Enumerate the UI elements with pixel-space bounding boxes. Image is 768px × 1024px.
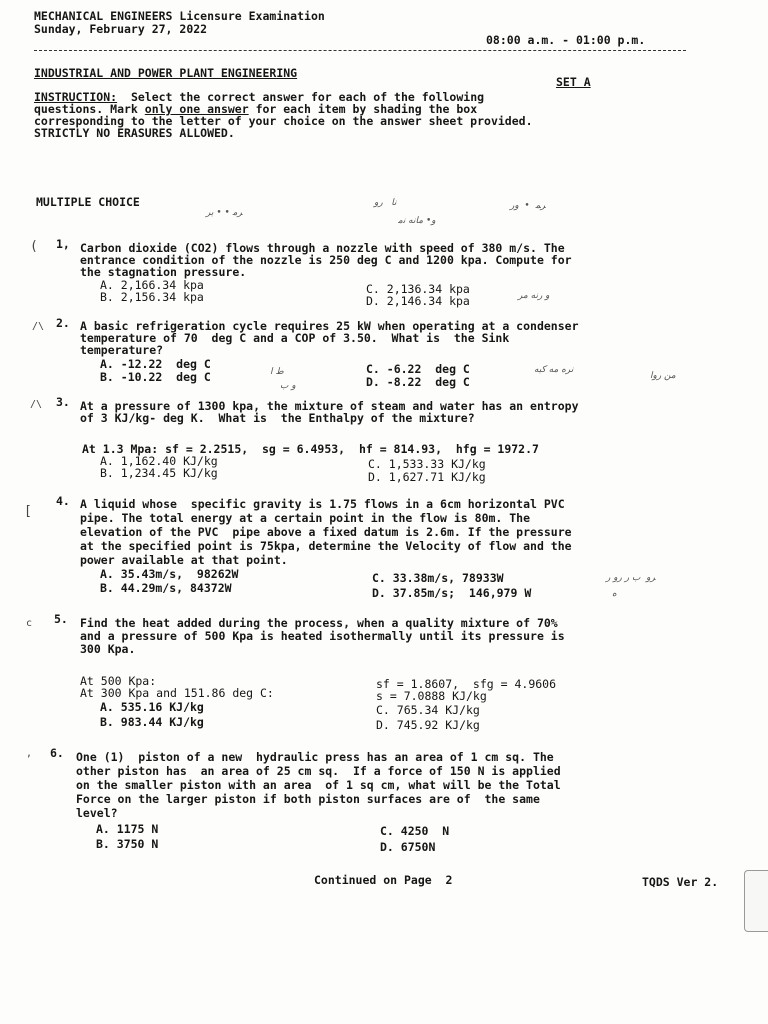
instruction-text-2a: questions. Mark	[34, 102, 145, 116]
version-label: TQDS Ver 2.	[642, 875, 719, 889]
given-data-value: sf = 1.8607, sfg = 4.9606	[376, 677, 557, 691]
question-number: 1,	[56, 237, 70, 251]
subject-title: INDUSTRIAL AND POWER PLANT ENGINEERING	[34, 66, 298, 80]
margin-mark: c	[26, 618, 33, 629]
answer-option-b: B. 2,156.34 kpa	[100, 290, 204, 304]
answer-option-c: C. 765.34 KJ/kg	[376, 703, 480, 717]
handwritten-scribble: ﻭ• ﻣﺎﻧﻪ ﻧﻣ	[398, 216, 436, 226]
exam-date: Sunday, February 27, 2022	[34, 22, 208, 36]
question-text-line: Carbon dioxide (CO2) flows through a nozzle with speed of 380 m/s. The	[80, 241, 565, 255]
question-text-line: elevation of the PVC pipe above a fixed datum is 2.6m. If the pressure	[80, 525, 572, 539]
section-title: MULTIPLE CHOICE	[36, 195, 140, 209]
margin-mark: ,	[26, 748, 33, 759]
answer-option-b: B. 3750 N	[96, 837, 159, 851]
answer-option-a: A. 35.43m/s, 98262W	[100, 567, 239, 581]
question-text-line: at the specified point is 75kpa, determine the Velocity of flow and the	[80, 539, 572, 553]
answer-option-b: B. 983.44 KJ/kg	[100, 715, 204, 729]
question-text-line: power available at that point.	[80, 553, 288, 567]
answer-option-c: C. -6.22 deg C	[366, 362, 470, 376]
exam-title: MECHANICAL ENGINEERS Licensure Examination	[34, 9, 325, 23]
instruction-label: INSTRUCTION:	[34, 90, 118, 104]
answer-option-d: D. 2,146.34 kpa	[366, 294, 470, 308]
answer-option-a: A. -12.22 deg C	[100, 357, 211, 371]
instruction-text-1: Select the correct answer for each of the following	[117, 90, 485, 104]
handwritten-scribble: ﻭ ﺭﻧﻪ ﻣﺮ	[518, 291, 550, 301]
question-text-line: on the smaller piston with an area of 1 sq cm, what will be the Total	[76, 778, 561, 792]
answer-option-b: B. -10.22 deg C	[100, 370, 211, 384]
handwritten-scribble: ﻭ ﺏ	[280, 381, 296, 391]
handwritten-scribble: ﻩ	[612, 589, 617, 599]
margin-mark: (	[30, 239, 38, 254]
answer-option-b: B. 1,234.45 KJ/kg	[100, 466, 218, 480]
question-text-line: pipe. The total energy at a certain point in the flow is 80m. The	[80, 511, 531, 525]
handwritten-scribble: ﻣﻦ ﺭﻭﺍ	[650, 371, 676, 381]
answer-option-c: C. 2,136.34 kpa	[366, 282, 470, 296]
answer-option-d: D. 6750N	[380, 840, 436, 854]
question-text-line: entrance condition of the nozzle is 250 deg C and 1200 kpa. Compute for	[80, 253, 572, 267]
margin-mark: /\	[30, 399, 43, 410]
set-label: SET A	[556, 75, 591, 89]
handwritten-scribble: ﺮﻣ • • ﺑﺮ	[206, 208, 243, 218]
answer-option-d: D. 745.92 KJ/kg	[376, 718, 480, 732]
question-text-line: the stagnation pressure.	[80, 265, 247, 279]
question-number: 4.	[56, 494, 70, 508]
answer-option-a: A. 1,162.40 KJ/kg	[100, 454, 218, 468]
question-text-line: temperature?	[80, 343, 164, 357]
question-text-line: of 3 KJ/kg- deg K. What is the Enthalpy of the mixture?	[80, 411, 475, 425]
question-text-line: Find the heat added during the process, when a quality mixture of 70%	[80, 616, 558, 630]
answer-option-d: D. 1,627.71 KJ/kg	[368, 470, 486, 484]
answer-option-c: C. 33.38m/s, 78933W	[372, 571, 504, 585]
header-divider	[34, 50, 686, 51]
handwritten-scribble: ﺮﻤ • ﻭﺭ	[510, 201, 546, 211]
question-text-line: A basic refrigeration cycle requires 25 kW when operating at a condenser	[80, 319, 579, 333]
answer-option-a: A. 535.16 KJ/kg	[100, 700, 204, 714]
instruction-line-4: STRICTLY NO ERASURES ALLOWED.	[34, 126, 235, 140]
answer-option-a: A. 2,166.34 kpa	[100, 278, 204, 292]
question-text-line: and a pressure of 500 Kpa is heated isothermally until its pressure is	[80, 629, 565, 643]
question-number: 2.	[56, 316, 70, 330]
question-number: 3.	[56, 395, 70, 409]
handwritten-scribble: ﻧﺎ ﺭﻭ	[374, 198, 397, 208]
continued-note: Continued on Page 2	[314, 873, 453, 887]
question-text-line: Force on the larger piston if both piston surfaces are of the same	[76, 792, 540, 806]
margin-mark: /\	[32, 321, 45, 332]
handwritten-scribble: ﻁ ﺍ	[270, 367, 284, 377]
given-data-line: At 1.3 Mpa: sf = 2.2515, sg = 6.4953, hf = 814.93, hfg = 1972.7	[82, 442, 539, 456]
handwritten-scribble: ﻧﺮﻩ ﻣﻪ ﻛﺒﻪ	[534, 365, 574, 375]
question-number: 5.	[54, 612, 68, 626]
answer-option-a: A. 1175 N	[96, 822, 159, 836]
question-text-line: At a pressure of 1300 kpa, the mixture of steam and water has an entropy	[80, 399, 579, 413]
question-text-line: 300 Kpa.	[80, 642, 136, 656]
question-text-line: temperature of 70 deg C and a COP of 3.50. What is the Sink	[80, 331, 510, 345]
margin-mark: [	[24, 504, 32, 519]
answer-option-b: B. 44.29m/s, 84372W	[100, 581, 232, 595]
exam-time: 08:00 a.m. - 01:00 p.m.	[486, 33, 646, 47]
page-edge-tab	[744, 870, 768, 932]
question-number: 6.	[50, 746, 64, 760]
answer-option-c: C. 1,533.33 KJ/kg	[368, 457, 486, 471]
instruction-line-3: corresponding to the letter of your choice on the answer sheet provided.	[34, 114, 533, 128]
given-data-value: s = 7.0888 KJ/kg	[376, 689, 487, 703]
answer-option-d: D. 37.85m/s; 146,979 W	[372, 586, 532, 600]
question-text-line: A liquid whose specific gravity is 1.75 flows in a 6cm horizontal PVC	[80, 497, 565, 511]
question-text-line: other piston has an area of 25 cm sq. If a force of 150 N is applied	[76, 764, 561, 778]
given-data-label: At 300 Kpa and 151.86 deg C:	[80, 686, 274, 700]
instruction-emphasis: only one answer	[144, 102, 249, 116]
given-data-label: At 500 Kpa:	[80, 674, 157, 688]
handwritten-scribble: ﺮﻭ ﺏ ﺭ ﺭﻭ ﺭ	[606, 573, 656, 583]
question-text-line: level?	[76, 806, 118, 820]
answer-option-d: D. -8.22 deg C	[366, 375, 470, 389]
answer-option-c: C. 4250 N	[380, 824, 450, 838]
instruction-text-2b: for each item by shading the box	[248, 102, 478, 116]
question-text-line: One (1) piston of a new hydraulic press has an area of 1 cm sq. The	[76, 750, 554, 764]
